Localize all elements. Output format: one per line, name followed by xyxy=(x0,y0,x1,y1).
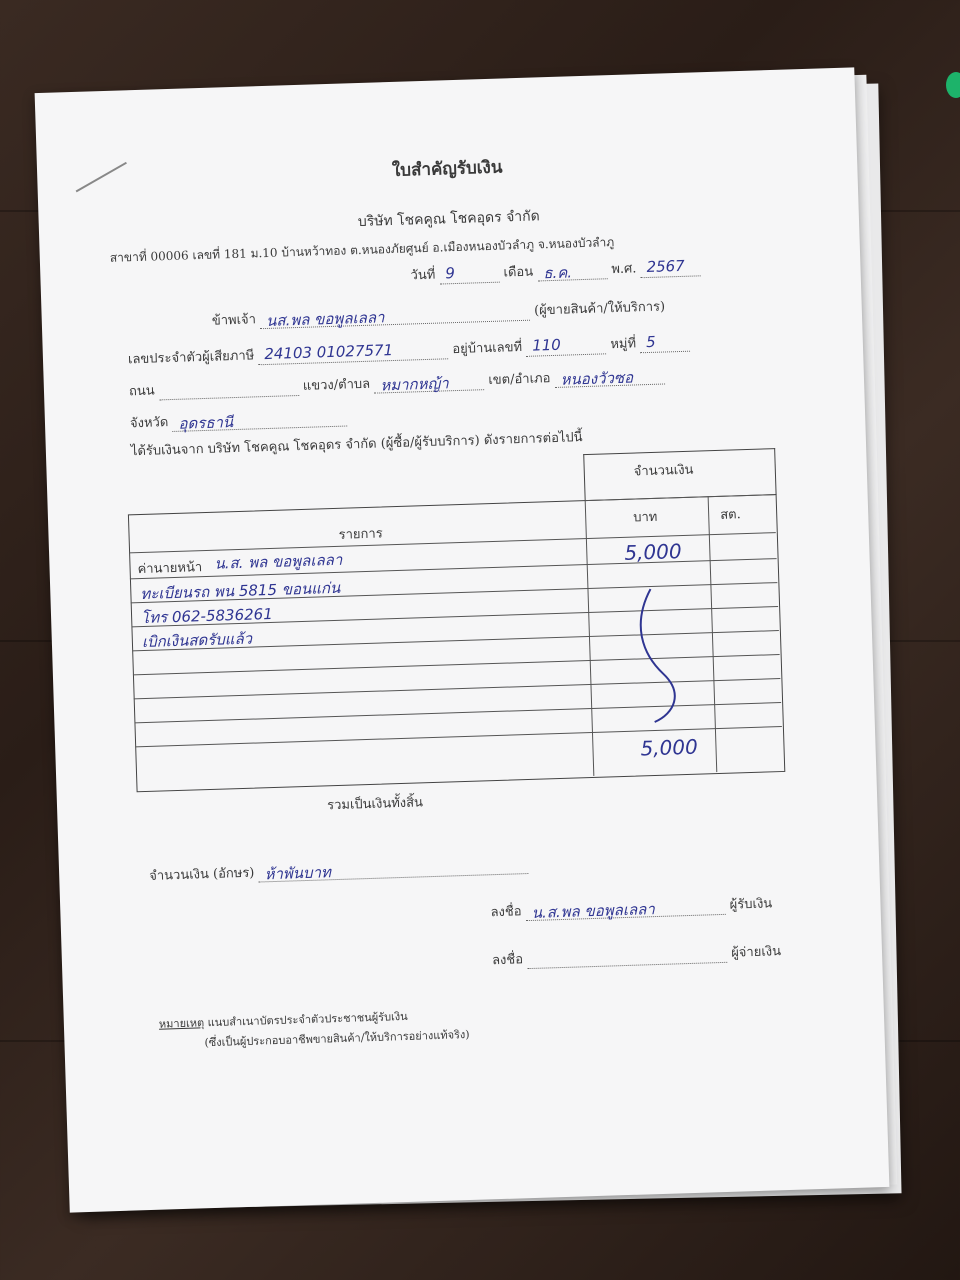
tax-id-label: เลขประจำตัวผู้เสียภาษี xyxy=(127,348,255,368)
row-amount: 5,000 xyxy=(623,539,682,565)
payer-role: ผู้จ่ายเงิน xyxy=(730,944,782,961)
year-label: พ.ศ. xyxy=(611,261,637,278)
province-row xyxy=(130,405,348,433)
province-field xyxy=(172,411,347,431)
tax-id-field xyxy=(258,341,448,365)
year-field xyxy=(640,256,700,278)
tax-id-value: 24103 01027571 xyxy=(264,341,394,364)
company-address: สาขาที่ 00006 เลขที่ 181 ม.10 บ้านหว้าทอง ต.หนองภัยศูนย์ อ.เมืองหนองบัวลำภู จ.หนองบัวลำภู xyxy=(109,235,615,265)
amount-words-field xyxy=(258,859,528,882)
payer-signature-field xyxy=(527,948,727,969)
province-label: จังหวัด xyxy=(129,415,169,432)
payee-name-field xyxy=(260,306,530,329)
payee-name-label: ข้าพเจ้า xyxy=(211,312,257,329)
sign-label: ลงชื่อ xyxy=(490,904,522,921)
province-value: อุดรธานี xyxy=(178,413,234,433)
year-value: 2567 xyxy=(646,256,685,277)
document-title: ใบสำคัญรับเงิน xyxy=(391,157,503,181)
handwritten-line: เบิกเงินสดรับแล้ว xyxy=(141,629,253,652)
tax-id-row xyxy=(128,331,691,370)
amount-words-value: ห้าพันบาท xyxy=(264,863,332,884)
payer-signature-row xyxy=(492,940,782,970)
house-no-value: 110 xyxy=(531,335,562,355)
day-label: วันที่ xyxy=(410,267,436,284)
handwritten-line: ทะเบียนรถ พน 5815 ขอนแก่น xyxy=(140,578,341,604)
road-label: ถนน xyxy=(128,383,155,400)
subdistrict-value: หมากหญ้า xyxy=(380,374,449,395)
items-table xyxy=(127,462,786,790)
total-amount: 5,000 xyxy=(640,734,699,761)
road-field xyxy=(159,381,299,400)
amount-words-label: จำนวนเงิน (อักษร) xyxy=(149,865,255,884)
day-value: 9 xyxy=(445,264,456,283)
receiver-signature-field xyxy=(525,900,725,921)
received-from-text: ได้รับเงินจาก บริษัท โชคคูณ โชคอุดร จำกัด (ผู้ซื้อ/ผู้รับบริการ) ดังรายการต่อไปนี้ xyxy=(130,430,583,460)
note-line-2: (ซึ่งเป็นผู้ประกอบอาชีพขายสินค้า/ให้บริการอย่างแท้จริง) xyxy=(204,1027,470,1050)
month-label: เดือน xyxy=(503,264,534,281)
subdistrict-label: แขวง/ตำบล xyxy=(302,376,371,394)
payee-name-row xyxy=(212,295,666,330)
satang-header: สต. xyxy=(719,507,741,523)
note-text: แนบสำเนาบัตรประจำตัวประชาชนผู้รับเงิน xyxy=(207,1009,408,1030)
month-field xyxy=(537,264,607,281)
receiver-role: ผู้รับเงิน xyxy=(729,896,773,913)
note-label: หมายเหตุ xyxy=(158,1016,205,1031)
continuation-mark xyxy=(630,583,694,725)
moo-value: 5 xyxy=(645,332,656,352)
handwritten-line: น.ส. พล ขอพูลเลลา xyxy=(214,550,343,573)
district-label: เขต/อำเภอ xyxy=(488,371,551,389)
subdistrict-field xyxy=(374,375,484,393)
payee-name-value: นส.พล ขอพูลเลลา xyxy=(265,308,385,330)
company-name: บริษัท โชคคูณ โชคอุดร จำกัด xyxy=(357,208,540,231)
payee-role: (ผู้ขายสินค้า/ให้บริการ) xyxy=(533,299,666,319)
date-line xyxy=(410,255,701,285)
amount-words-row xyxy=(149,853,529,886)
handwritten-line: โทร 062-5836261 xyxy=(140,604,273,628)
receiver-signature-value: น.ส.พล ขอพูลเลลา xyxy=(531,900,656,922)
house-no-label: อยู่บ้านเลขที่ xyxy=(452,339,523,358)
item-prefix: ค่านายหน้า xyxy=(137,560,203,578)
address-row xyxy=(129,364,665,402)
total-label: รวมเป็นเงินทั้งสิ้น xyxy=(326,795,424,814)
amount-header: จำนวนเงิน xyxy=(633,462,694,480)
district-field xyxy=(554,370,664,388)
green-pin-icon xyxy=(946,72,960,98)
receipt-document xyxy=(35,67,890,1212)
baht-header: บาท xyxy=(633,509,658,526)
day-field xyxy=(439,264,499,285)
item-header: รายการ xyxy=(338,526,383,543)
receiver-signature-row xyxy=(490,892,772,922)
sign-label: ลงชื่อ xyxy=(491,952,524,969)
house-no-field xyxy=(526,335,606,357)
moo-label: หมู่ที่ xyxy=(610,336,637,353)
moo-field xyxy=(640,332,690,354)
month-value: ธ.ค. xyxy=(543,263,573,283)
district-value: หนองวัวซอ xyxy=(560,368,634,389)
